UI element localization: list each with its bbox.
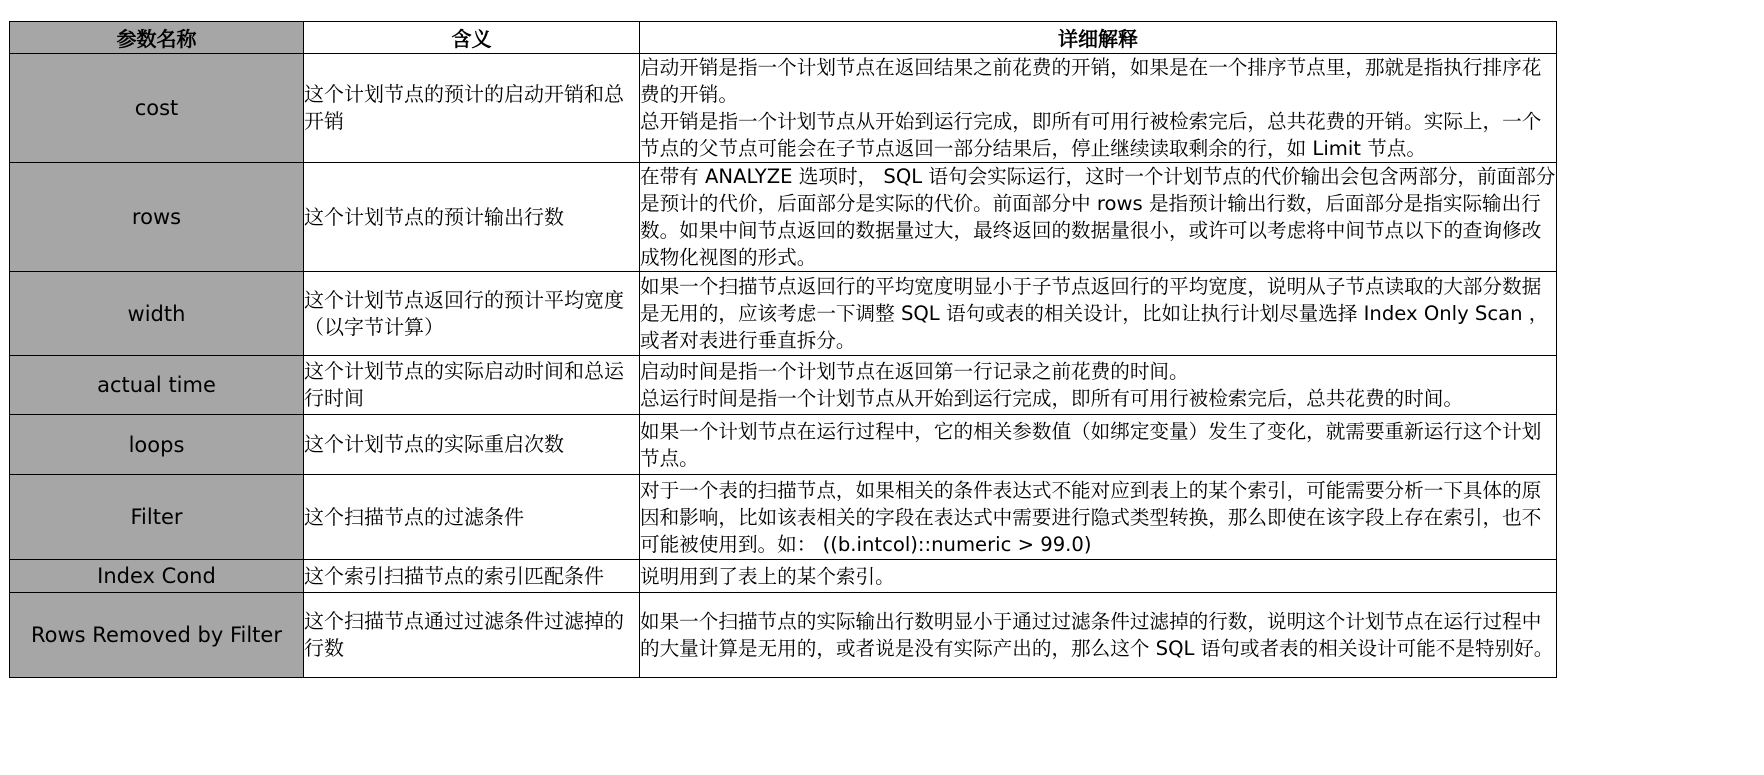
detail-paragraph: 启动开销是指一个计划节点在返回结果之前花费的开销，如果是在一个排序节点里，那就是指执行排序花费的开销。	[640, 56, 1542, 106]
detail-paragraph: 在带有 ANALYZE 选项时， SQL 语句会实际运行，这时一个计划节点的代价输出会包含两部分，前面部分是预计的代价，后面部分是实际的代价。前面部分中 rows 是指预计输出行数，后面部分是指实际输出行数。如果中间节点返回的数据量过大，最终返回的数据量很小，或许可以考虑将中间节点以下的查询修改成物化视图的形式。	[640, 165, 1556, 269]
parameter-table	[9, 21, 1557, 678]
table-row	[10, 415, 1557, 475]
param-name-cell: Filter	[10, 475, 304, 560]
table-row	[10, 272, 1557, 356]
table-header-row	[10, 22, 1557, 54]
param-meaning-cell: 这个扫描节点通过过滤条件过滤掉的行数	[304, 593, 640, 678]
detail-paragraph: 如果一个扫描节点的实际输出行数明显小于通过过滤条件过滤掉的行数，说明这个计划节点在运行过程中的大量计算是无用的，或者说是没有实际产出的，那么这个 SQL 语句或者表的相关设计可能不是特别好。	[640, 610, 1554, 660]
detail-paragraph: 对于一个表的扫描节点，如果相关的条件表达式不能对应到表上的某个索引，可能需要分析一下具体的原因和影响，比如该表相关的字段在表达式中需要进行隐式类型转换，那么即使在该字段上存在索引，也不可能被使用到。如： ((b.intcol)::numeric > 99.0)	[640, 478, 1542, 556]
param-detail-cell	[640, 272, 1557, 356]
param-detail-cell	[640, 54, 1557, 163]
param-meaning-cell: 这个计划节点的实际启动时间和总运行时间	[304, 356, 640, 415]
param-meaning-cell: 这个计划节点返回行的预计平均宽度（以字节计算）	[304, 272, 640, 356]
param-detail-cell	[640, 415, 1557, 475]
param-meaning-cell: 这个索引扫描节点的索引匹配条件	[304, 560, 640, 593]
table-row	[10, 560, 1557, 593]
param-name-cell: rows	[10, 163, 304, 272]
param-meaning-cell: 这个计划节点的预计输出行数	[304, 163, 640, 272]
param-detail-cell	[640, 163, 1557, 272]
param-meaning-cell: 这个计划节点的预计的启动开销和总开销	[304, 54, 640, 163]
detail-paragraph: 说明用到了表上的某个索引。	[640, 564, 895, 588]
header-param-name: 参数名称	[10, 22, 304, 54]
param-detail-cell	[640, 475, 1557, 560]
header-detail: 详细解释	[640, 22, 1557, 54]
param-name-cell: width	[10, 272, 304, 356]
table-row	[10, 54, 1557, 163]
param-name-cell: actual time	[10, 356, 304, 415]
param-name-cell: cost	[10, 54, 304, 163]
table-row	[10, 593, 1557, 678]
detail-paragraph: 总运行时间是指一个计划节点从开始到运行完成，即所有可用行被检索完后，总共花费的时间。	[640, 387, 1463, 410]
param-detail-cell	[640, 560, 1557, 593]
param-name-cell: loops	[10, 415, 304, 475]
header-meaning: 含义	[304, 22, 640, 54]
param-detail-cell	[640, 356, 1557, 415]
table-row	[10, 356, 1557, 415]
param-name-cell: Rows Removed by Filter	[10, 593, 304, 678]
table-row	[10, 163, 1557, 272]
detail-paragraph: 如果一个扫描节点返回行的平均宽度明显小于子节点返回行的平均宽度，说明从子节点读取的大部分数据是无用的，应该考虑一下调整 SQL 语句或表的相关设计，比如让执行计划尽量选择 Index Only Scan ，或者对表进行垂直拆分。	[640, 275, 1549, 352]
detail-paragraph: 启动时间是指一个计划节点在返回第一行记录之前花费的时间。	[640, 360, 1189, 383]
detail-paragraph: 如果一个计划节点在运行过程中，它的相关参数值（如绑定变量）发生了变化，就需要重新运行这个计划节点。	[640, 419, 1542, 470]
table-row	[10, 475, 1557, 560]
param-detail-cell	[640, 593, 1557, 678]
param-meaning-cell: 这个计划节点的实际重启次数	[304, 415, 640, 475]
param-name-cell: Index Cond	[10, 560, 304, 593]
detail-paragraph: 总开销是指一个计划节点从开始到运行完成，即所有可用行被检索完后，总共花费的开销。实际上，一个节点的父节点可能会在子节点返回一部分结果后，停止继续读取剩余的行，如 Limit 节点。	[640, 110, 1542, 160]
param-meaning-cell: 这个扫描节点的过滤条件	[304, 475, 640, 560]
